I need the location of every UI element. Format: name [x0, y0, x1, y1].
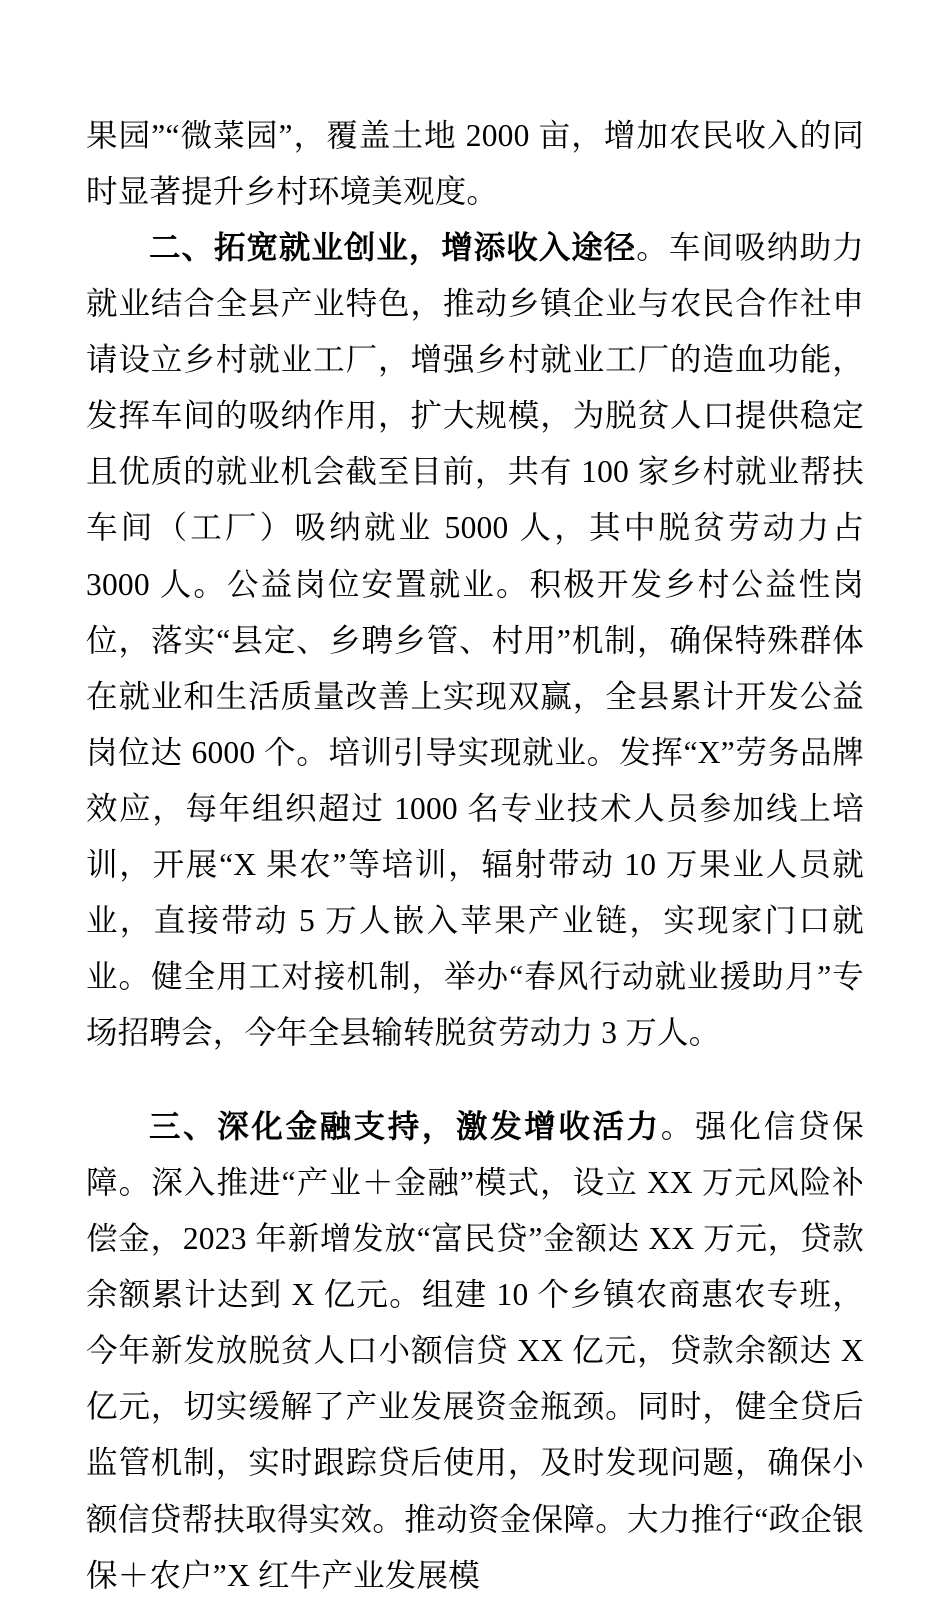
paragraph-1-text: 果园”“微菜园”，覆盖土地 2000 亩，增加农民收入的同时显著提升乡村环境美观度。: [86, 118, 864, 210]
section-heading-two: 二、拓宽就业创业，增添收入途径: [149, 230, 637, 267]
paragraph-2: [86, 220, 864, 1061]
section-heading-three: 三、深化金融支持，激发增收活力: [149, 1109, 661, 1146]
paragraph-1: [86, 108, 864, 220]
paragraph-3: [86, 1099, 864, 1604]
paragraph-spacer: [86, 1061, 864, 1083]
paragraph-2-text: 。车间吸纳助力就业结合全县产业特色，推动乡镇企业与农民合作社申请设立乡村就业工厂，增强乡村就业工厂的造血功能，发挥车间的吸纳作用，扩大规模，为脱贫人口提供稳定且优质的就业机会截至目前，共有 100 家乡村就业帮扶车间（工厂）吸纳就业 5000 人，其中脱贫劳动力占 3000 人。公益岗位安置就业。积极开发乡村公益性岗位，落实“县定、乡聘乡管、村用”机制，确保特殊群体在就业和生活质量改善上实现双赢，全县累计开发公益岗位达 6000 个。培训引导实现就业。发挥“X”劳务品牌效应，每年组织超过 1000 名专业技术人员参加线上培训，开展“X 果农”等培训，辐射带动 10 万果业人员就业，直接带动 5 万人嵌入苹果产业链，实现家门口就业。健全用工对接机制，举办“春风行动就业援助月”专场招聘会，今年全县输转脱贫劳动力 3 万人。: [86, 230, 864, 1050]
document-body: [86, 108, 864, 1604]
paragraph-3-text: 。强化信贷保障。深入推进“产业＋金融”模式，设立 XX 万元风险补偿金，2023 年新增发放“富民贷”金额达 XX 万元，贷款余额累计达到 X 亿元。组建 10 个乡镇农商惠农专班，今年新发放脱贫人口小额信贷 XX 亿元，贷款余额达 X 亿元，切实缓解了产业发展资金瓶颈。同时，健全贷后监管机制，实时跟踪贷后使用，及时发现问题，确保小额信贷帮扶取得实效。推动资金保障。大力推行“政企银保＋农户”X 红牛产业发展模: [86, 1109, 864, 1593]
